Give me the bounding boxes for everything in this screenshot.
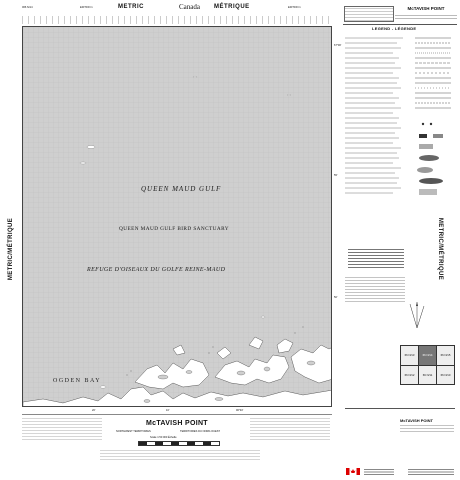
metrique-header: MÉTRIQUE (214, 4, 250, 10)
bottom-title: McTAVISH POINT (400, 418, 433, 423)
legend-top-rule (343, 24, 457, 25)
scale-bar (138, 441, 220, 446)
declination-table (344, 6, 394, 22)
canada-flag-icon (346, 468, 360, 475)
map-frame (22, 26, 332, 407)
header-scale-strip (22, 16, 332, 24)
label-ogden-bay: OGDEN BAY (53, 378, 102, 384)
tick-bottom-3: 96°40' (236, 409, 244, 412)
edition-label-right: EDITION 1 (288, 6, 301, 9)
index-cell: 66 N/13 (401, 346, 418, 365)
index-cell: 66 N/11 (419, 366, 436, 385)
map-canvas (23, 27, 332, 407)
footer-notes-right (250, 418, 330, 440)
legend-symbols (343, 34, 455, 234)
left-side-label: METRIC/MÉTRIQUE (8, 217, 15, 281)
right-footer-rule (345, 408, 455, 409)
tick-bottom-1: 20' (92, 409, 96, 412)
metric-header: METRIC (118, 4, 144, 10)
legend-title: LEGEND - LÉGENDE (372, 26, 417, 31)
footer-notes-left (22, 418, 102, 440)
tick-right-1: 67°00' (334, 44, 342, 47)
index-cell: 66 N/12 (401, 366, 418, 385)
index-map (400, 345, 455, 400)
tick-bottom-2: 10' (166, 409, 170, 412)
tick-right-3: 50' (334, 296, 338, 299)
index-grid (400, 345, 455, 385)
bottom-title-details (400, 424, 454, 432)
label-queen-maud-gulf: QUEEN MAUD GULF (141, 185, 222, 193)
title-box-label: McTAVISH POINT (407, 6, 445, 11)
label-bird-sanctuary: QUEEN MAUD GULF BIRD SANCTUARY (119, 226, 229, 232)
index-cell-current: 66 N/14 (419, 346, 436, 365)
footer-rule (22, 414, 332, 415)
region-english: NORTHWEST TERRITORIES (116, 430, 151, 433)
map-title: McTAVISH POINT (146, 420, 208, 427)
index-cell: 66 N/10 (437, 366, 454, 385)
note-block (348, 248, 404, 268)
legend (343, 34, 455, 234)
tick-right-2: 55' (334, 174, 338, 177)
title-box (395, 6, 457, 20)
canada-wordmark: Canada (179, 3, 200, 11)
declination-diagram (402, 300, 432, 330)
sheet-id: 066 N/14 (22, 6, 33, 9)
grid-reference-block (345, 276, 405, 302)
index-cell: 66 N/15 (437, 346, 454, 365)
right-side-label: METRIC/MÉTRIQUE (437, 217, 444, 281)
label-refuge-oiseaux: REFUGE D'OISEAUX DU GOLFE REINE-MAUD (87, 267, 226, 273)
title-box-details (395, 13, 457, 19)
scale-label: Scale 1:50 000 Échelle (150, 436, 177, 439)
edition-label: EDITION 1 (80, 6, 93, 9)
footer-info-block (100, 448, 260, 460)
agency-signature-fr (408, 468, 454, 475)
region-french: TERRITOIRES DU NORD-OUEST (180, 430, 221, 433)
agency-signature (364, 468, 394, 475)
